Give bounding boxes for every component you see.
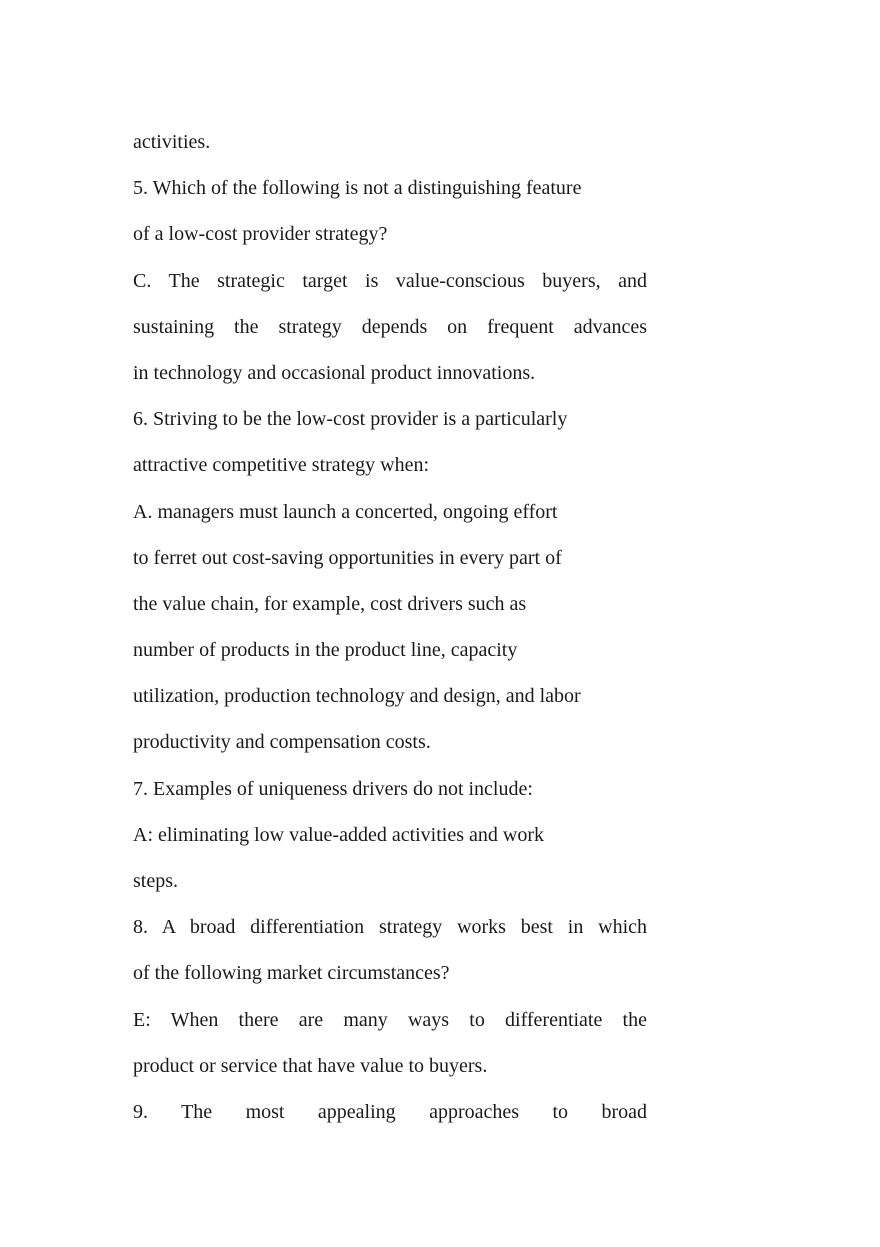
text-line: activities. [133, 131, 211, 153]
question-8-line: 8. A broad differentiation strategy works best in which [133, 916, 647, 939]
text-line: sustaining the strategy depends on frequent advances [133, 315, 647, 338]
question-5-line: 5. Which of the following is not a distinguishing feature [133, 177, 582, 200]
document-text-block [133, 122, 647, 1138]
text-line: product or service that have value to buyers. [133, 1054, 488, 1077]
question-9-line: 9. The most appealing approaches to broad [133, 1100, 647, 1123]
text-line: productivity and compensation costs. [133, 731, 431, 754]
question-6-line: 6. Striving to be the low-cost provider is a particularly [133, 408, 568, 431]
answer-6-line: A. managers must launch a concerted, ongoing effort [133, 500, 558, 523]
text-line: steps. [133, 870, 178, 892]
text-line: of a low-cost provider strategy? [133, 223, 388, 246]
text-line: attractive competitive strategy when: [133, 454, 429, 477]
text-line: of the following market circumstances? [133, 962, 450, 985]
answer-7-line: A: eliminating low value-added activities and work [133, 823, 544, 846]
text-line: to ferret out cost-saving opportunities in every part of [133, 546, 562, 569]
text-line: number of products in the product line, capacity [133, 639, 518, 662]
text-line: in technology and occasional product innovations. [133, 361, 536, 384]
text-line: utilization, production technology and design, and labor [133, 685, 581, 708]
question-7-line: 7. Examples of uniqueness drivers do not include: [133, 777, 533, 800]
answer-5-line: C. The strategic target is value-conscious buyers, and [133, 269, 647, 292]
text-line: the value chain, for example, cost drivers such as [133, 592, 527, 615]
answer-8-line: E: When there are many ways to differentiate the [133, 1008, 647, 1031]
